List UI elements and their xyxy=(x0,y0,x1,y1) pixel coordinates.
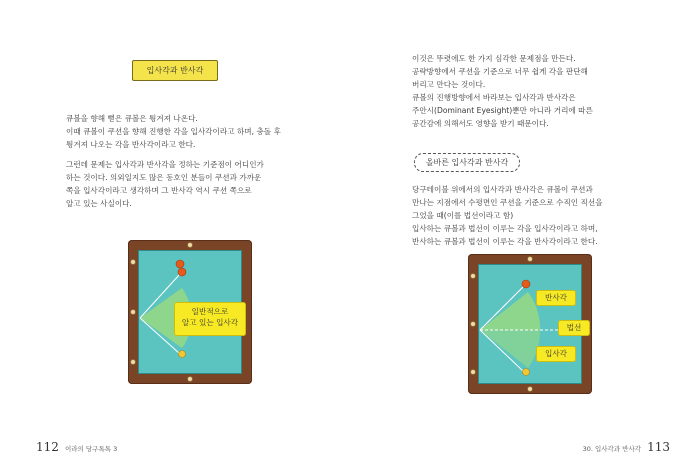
cue-ball xyxy=(179,351,186,358)
cue-ball xyxy=(523,369,530,376)
page-number-left: 112 xyxy=(36,440,59,454)
object-ball xyxy=(522,280,530,288)
book-title: 이라의 당구톡톡 3 xyxy=(64,445,118,453)
chapter-title: 30. 입사각과 반사각 xyxy=(582,445,642,453)
callout-incident-angle: 입사각 xyxy=(536,346,576,362)
section-tag-incident-reflection: 입사각과 반사각 xyxy=(132,60,218,81)
object-ball-2 xyxy=(176,260,184,268)
right-page xyxy=(350,0,700,472)
section-tag-correct-angles: 올바른 입사각과 반사각 xyxy=(414,153,520,172)
object-ball xyxy=(178,268,186,276)
callout-normal-line: 법선 xyxy=(558,320,590,336)
left-paragraph-2: 그런데 문제는 입사각과 반사각을 정하는 기준점이 어디인가 하는 것이다. 의외일지도 많은 동호인 분들이 쿠션과 가까운 쪽을 입사각이라고 생각하며 그 반사각 역시 쿠션 쪽으로 알고 있는 사실이다. xyxy=(66,160,264,208)
left-footer xyxy=(36,440,117,454)
right-footer xyxy=(583,440,670,454)
right-paragraph-1: 이것은 뚜렷에도 한 가지 심각한 문제점을 만든다. 공략방향에서 쿠션을 기준으로 너무 쉽게 각을 판단해 버리고 만다는 것이다. 큐볼의 진행방향에서 바라보는 입사각과 반사각은 주안시(Dominant Eyesight)뿐만 아니라 거리에 따른 공간감에 의해서도 영향을 받기 때문이다. xyxy=(412,54,593,128)
callout-common-incident-angle: 일반적으로 알고 있는 입사각 xyxy=(174,302,246,336)
right-paragraph-2: 당구테이블 위에서의 입사각과 반사각은 큐볼이 쿠션과 만나는 지점에서 수평면인 쿠션을 기준으로 수직인 직선을 그었을 때(이를 법선이라고 함) 입사하는 큐볼과 법선이 이루는 각을 입사각이라고 하며, 반사하는 큐볼과 법선이 이루는 각을 반사각이라고 한다. xyxy=(412,185,603,246)
page-number-right: 113 xyxy=(647,440,670,454)
callout-reflection-angle: 반사각 xyxy=(536,290,576,306)
left-paragraph-1: 큐볼을 향해 뻗은 큐볼은 튕겨져 나온다. 이때 큐볼이 쿠션을 향해 진행한 각을 입사각이라고 하며, 충돌 후 튕겨져 나오는 각을 반사각이라고 한다. xyxy=(66,114,281,149)
